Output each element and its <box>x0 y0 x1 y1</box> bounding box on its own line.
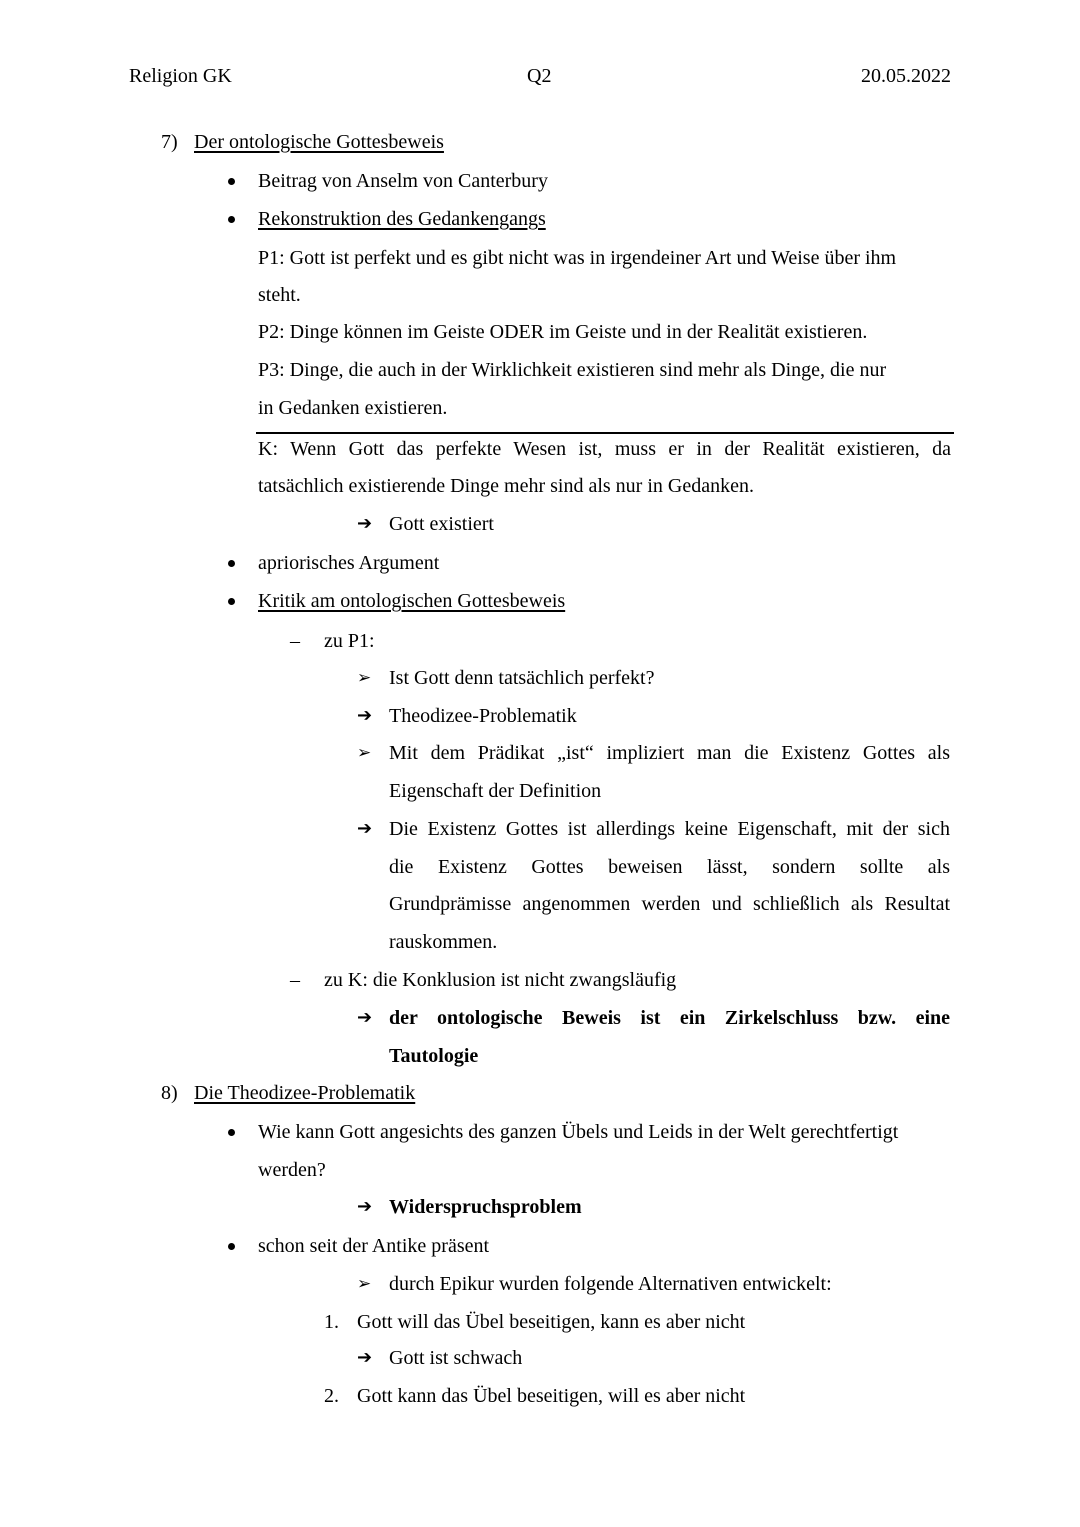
premise-1-line-2: steht. <box>258 284 301 306</box>
premise-2: P2: Dinge können im Geiste ODER im Geiste und in der Realität existieren. <box>258 321 868 343</box>
bullet-text: Beitrag von Anselm von Canterbury <box>258 170 548 192</box>
arrow-text: Widerspruchsproblem <box>389 1196 582 1218</box>
triangle-bullet-icon: ➢ <box>357 668 372 688</box>
header-course: Religion GK <box>129 65 232 87</box>
critique-item-line-3: Grundprämisse angenommen werden und schließlich als Resultat <box>389 893 950 915</box>
conclusion-line-2: tatsächlich existierende Dinge mehr sind als nur in Gedanken. <box>258 475 754 497</box>
section-8-number: 8) <box>161 1082 178 1104</box>
arrow-icon: ➔ <box>357 1196 373 1217</box>
dash-icon: – <box>290 969 300 991</box>
premise-3-line-2: in Gedanken existieren. <box>258 397 448 419</box>
critique-k-label: zu K: die Konklusion ist nicht zwangsläufig <box>324 969 677 991</box>
header-date: 20.05.2022 <box>861 65 951 87</box>
bullet-icon <box>228 216 235 223</box>
critique-item-line-2: die Existenz Gottes beweisen lässt, sondern sollte als <box>389 856 950 878</box>
arrow-icon: ➔ <box>357 818 373 839</box>
critique-item: Theodizee-Problematik <box>389 705 577 727</box>
premise-1-line-1: P1: Gott ist perfekt und es gibt nicht was in irgendeiner Art und Weise über ihm <box>258 247 897 269</box>
header-term: Q2 <box>527 65 552 87</box>
bullet-text: Kritik am ontologischen Gottesbeweis <box>258 590 566 612</box>
bullet-icon <box>228 1243 235 1250</box>
arrow-text: Gott ist schwach <box>389 1347 523 1369</box>
bullet-icon <box>228 178 235 185</box>
arrow-text: Gott existiert <box>389 513 494 535</box>
section-8-title: Die Theodizee-Problematik <box>194 1082 416 1104</box>
critique-item-line-1: Mit dem Prädikat „ist“ impliziert man die Existenz Gottes als <box>389 742 950 764</box>
critique-conclusion-line-1: der ontologische Beweis ist ein Zirkelschluss bzw. eine <box>389 1007 950 1029</box>
section-7-number: 7) <box>161 131 178 153</box>
triangle-bullet-icon: ➢ <box>357 1274 372 1294</box>
bullet-text: schon seit der Antike präsent <box>258 1235 490 1257</box>
arrow-icon: ➔ <box>357 1347 373 1368</box>
bullet-text: apriorisches Argument <box>258 552 440 574</box>
triangle-bullet-icon: ➢ <box>357 743 372 763</box>
critique-p1-label: zu P1: <box>324 630 375 652</box>
list-item: Gott kann das Übel beseitigen, will es aber nicht <box>357 1385 746 1407</box>
conclusion-divider <box>256 432 954 434</box>
bullet-text: Rekonstruktion des Gedankengangs <box>258 208 546 230</box>
critique-item-line-2: Eigenschaft der Definition <box>389 780 602 802</box>
critique-item-line-1: Die Existenz Gottes ist allerdings keine Eigenschaft, mit der sich <box>389 818 950 840</box>
list-number: 1. <box>324 1311 339 1333</box>
critique-item-line-4: rauskommen. <box>389 931 498 953</box>
epikur-intro: durch Epikur wurden folgende Alternativen entwickelt: <box>389 1273 832 1295</box>
critique-item: Ist Gott denn tatsächlich perfekt? <box>389 667 655 689</box>
bullet-text-line-1: Wie kann Gott angesichts des ganzen Übels und Leids in der Welt gerechtfertigt <box>258 1121 899 1143</box>
list-item: Gott will das Übel beseitigen, kann es aber nicht <box>357 1311 746 1333</box>
bullet-icon <box>228 598 235 605</box>
bullet-icon <box>228 560 235 567</box>
section-7-title: Der ontologische Gottesbeweis <box>194 131 444 153</box>
arrow-icon: ➔ <box>357 513 373 534</box>
bullet-text-line-2: werden? <box>258 1159 326 1181</box>
arrow-icon: ➔ <box>357 1007 373 1028</box>
list-number: 2. <box>324 1385 339 1407</box>
conclusion-line-1: K: Wenn Gott das perfekte Wesen ist, muss er in der Realität existieren, da <box>258 438 951 460</box>
arrow-icon: ➔ <box>357 705 373 726</box>
bullet-icon <box>228 1129 235 1136</box>
dash-icon: – <box>290 630 300 652</box>
critique-conclusion-line-2: Tautologie <box>389 1045 479 1067</box>
premise-3-line-1: P3: Dinge, die auch in der Wirklichkeit existieren sind mehr als Dinge, die nur <box>258 359 887 381</box>
